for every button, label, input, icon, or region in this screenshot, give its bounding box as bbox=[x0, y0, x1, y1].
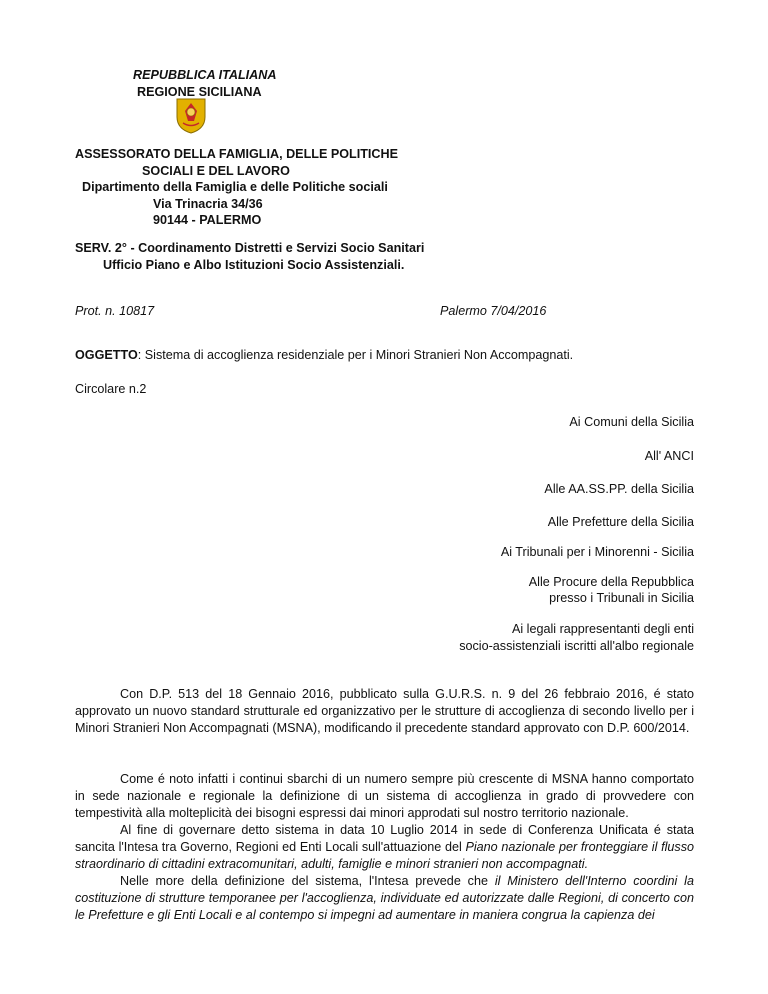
body-paragraph-1: Con D.P. 513 del 18 Gennaio 2016, pubblicato sulla G.U.R.S. n. 9 del 26 febbraio 2016, é stato approvato un nuovo standard strutturale ed organizzativo per le strutture di accoglienza di secondo livello per i Minori Stranieri Non Accompagnati (MSNA), modificando il precedente standard approvato con D.P. 600/2014. bbox=[75, 687, 694, 735]
region-heading: REGIONE SICILIANA bbox=[137, 85, 262, 99]
service-line2: Ufficio Piano e Albo Istituzioni Socio Assistenziali. bbox=[103, 258, 405, 272]
circular-number: Circolare n.2 bbox=[75, 382, 147, 396]
recipient-item: Ai legali rappresentanti degli enti bbox=[511, 622, 694, 636]
republic-heading: REPUBBLICA ITALIANA bbox=[133, 68, 277, 82]
address-street: Via Trinacria 34/36 bbox=[153, 197, 263, 211]
recipient-item: Ai Comuni della Sicilia bbox=[569, 415, 694, 429]
body-paragraph-3: Al fine di governare detto sistema in data 10 Luglio 2014 in sede di Conferenza Unificata é stata sancita l'Intesa tra Governo, Regioni ed Enti Locali sull'attuazione del Piano nazionale per fronteggiare il flusso straordinario di cittadini extracomunitari, adulti, famiglie e minori stranieri non accompagnati. bbox=[75, 823, 695, 871]
recipient-item: presso i Tribunali in Sicilia bbox=[549, 591, 694, 605]
recipient-item: Alle AA.SS.PP. della Sicilia bbox=[544, 482, 694, 496]
department-subtitle: Dipartimento della Famiglia e delle Politiche sociali bbox=[82, 180, 388, 194]
subject-text: : Sistema di accoglienza residenziale per i Minori Stranieri Non Accompagnati. bbox=[137, 348, 574, 362]
body-paragraph-2: Come é noto infatti i continui sbarchi di un numero sempre più crescente di MSNA hanno comportato in sede nazionale e regionale la definizione di un sistema di accoglienza in grado di provvedere con tempestività alla molteplicità dei bisogni espressi dai minori approdati sul nostro territorio nazionale. bbox=[75, 772, 694, 820]
recipient-item: Alle Prefetture della Sicilia bbox=[547, 515, 694, 529]
protocol-number: Prot. n. 10817 bbox=[75, 304, 155, 318]
trinacria-crest-icon bbox=[175, 97, 207, 135]
recipient-item: Ai Tribunali per i Minorenni - Sicilia bbox=[500, 545, 694, 559]
subject-label: OGGETTO bbox=[75, 348, 138, 362]
address-city: 90144 - PALERMO bbox=[153, 213, 262, 227]
recipient-item: All' ANCI bbox=[644, 449, 694, 463]
service-line1: SERV. 2° - Coordinamento Distretti e Servizi Socio Sanitari bbox=[75, 241, 425, 255]
department-title-line2: SOCIALI E DEL LAVORO bbox=[142, 164, 290, 178]
department-title-line1: ASSESSORATO DELLA FAMIGLIA, DELLE POLITICHE bbox=[75, 147, 399, 161]
recipient-item: Alle Procure della Repubblica bbox=[528, 575, 694, 589]
place-date: Palermo 7/04/2016 bbox=[440, 304, 547, 318]
body-paragraph-4: Nelle more della definizione del sistema, l'Intesa prevede che il Ministero dell'Interno coordini la costituzione di strutture temporanee per l'accoglienza, individuate ed autorizzate dalle Regioni, di concerto con le Prefetture e gli Enti Locali e al contempo si impegni ad aumentare in maniera congrua la capienza dei bbox=[75, 874, 694, 922]
recipient-item: socio-assistenziali iscritti all'albo regionale bbox=[459, 639, 694, 653]
subject-line bbox=[75, 347, 573, 364]
